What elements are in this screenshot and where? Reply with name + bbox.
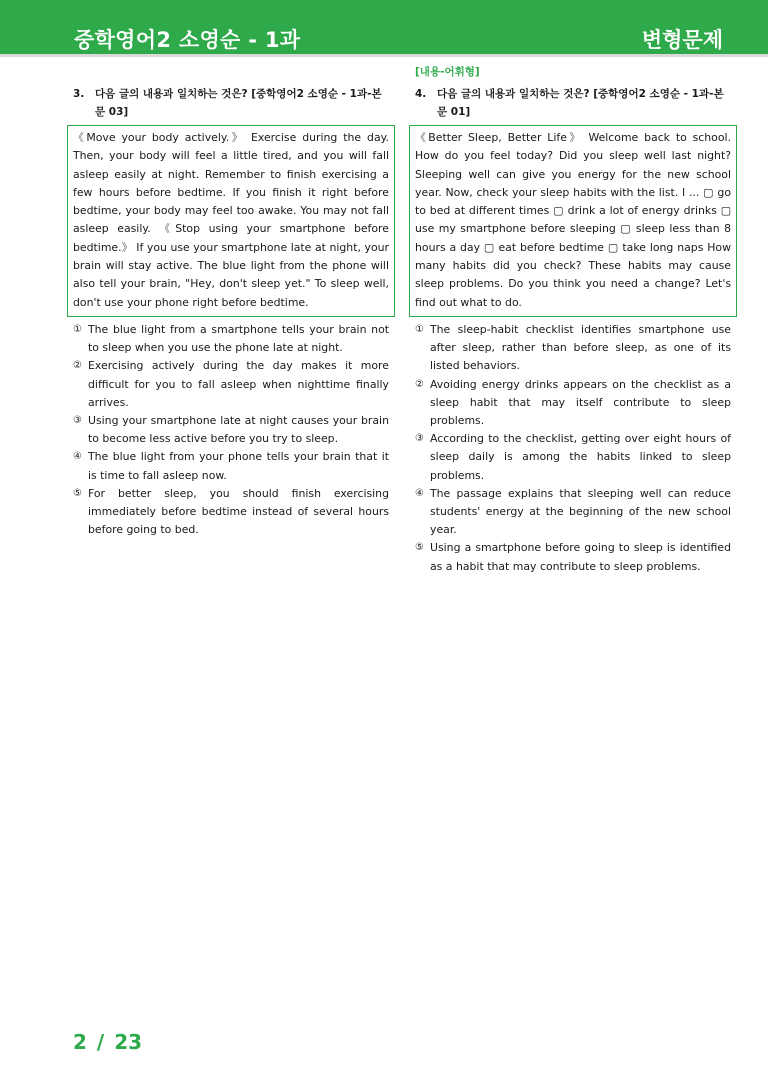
current-page: 2 — [73, 1030, 87, 1054]
option-item[interactable] — [73, 412, 389, 448]
question-header — [415, 85, 731, 121]
right-column — [415, 64, 731, 576]
passage-box: 《Better Sleep, Better Life》 Welcome back to school. How do you feel today? Did you sleep well last night? Sleeping well can give you energy for the new school year. Now, check your sleep habits with the list. I ... ▢ go to bed at different times ▢ drink a lot of energy drinks ▢ use my smartphone before sleeping ▢ sleep less than 8 hours a day ▢ eat before bedtime ▢ take long naps How many habits did you check? These habits may cause sleep problems. Do you think you need a change? Let's find out what to do. — [409, 125, 737, 317]
header-section-label: 변형문제 — [641, 28, 723, 52]
option-item[interactable] — [415, 539, 731, 575]
option-item[interactable] — [415, 485, 731, 540]
option-item[interactable] — [73, 485, 389, 540]
question-header — [73, 85, 389, 121]
page-header — [0, 0, 768, 57]
left-column — [73, 64, 389, 539]
option-text: The blue light from a smartphone tells your brain not to sleep when you use the phone late at night. — [88, 322, 389, 355]
page-separator: / — [96, 1030, 105, 1054]
total-pages: 23 — [114, 1030, 143, 1054]
option-marker: ② — [415, 378, 424, 390]
option-marker: ④ — [415, 487, 424, 499]
option-text: The passage explains that sleeping well can reduce students' energy at the beginning of the new school year. — [430, 486, 731, 537]
page-number — [73, 1030, 142, 1054]
option-marker: ① — [415, 323, 424, 335]
option-text: The sleep-habit checklist identifies smartphone use after sleep, rather than before sleep, as one of its listed behaviors. — [430, 322, 731, 373]
option-marker: ④ — [73, 451, 82, 463]
option-item[interactable] — [415, 321, 731, 376]
option-marker: ⑤ — [73, 487, 82, 499]
option-item[interactable] — [73, 448, 389, 484]
option-item[interactable] — [415, 376, 731, 431]
option-text: The blue light from your phone tells your brain that it is time to fall asleep now. — [88, 450, 389, 482]
question-number: 4. — [415, 88, 427, 100]
option-text: According to the checklist, getting over eight hours of sleep daily is among the habits linked to sleep problems. — [430, 432, 731, 482]
option-item[interactable] — [73, 357, 389, 412]
option-marker: ⑤ — [415, 542, 424, 554]
options-list — [415, 321, 731, 576]
header-title: 중학영어2 소영순 - 1과 — [74, 28, 301, 52]
option-text: Using a smartphone before going to sleep is identified as a habit that may contribute to sleep problems. — [430, 541, 731, 573]
option-marker: ② — [73, 360, 82, 372]
option-marker: ③ — [73, 414, 82, 426]
option-text: For better sleep, you should finish exercising immediately before bedtime instead of several hours before going to bed. — [88, 486, 389, 537]
option-text: Avoiding energy drinks appears on the checklist as a sleep habit that may itself contribute to sleep problems. — [430, 377, 731, 427]
option-item[interactable] — [415, 430, 731, 485]
option-marker: ③ — [415, 433, 424, 445]
question-type-tag: [내용-어휘형] — [415, 66, 480, 78]
question-text: 다음 글의 내용과 일치하는 것은? [중학영어2 소영순 - 1과-본문 03] — [95, 88, 382, 118]
passage-box: 《Move your body actively.》 Exercise during the day. Then, your body will feel a little tired, and you will fall asleep easily at night. Remember to finish exercising a few hours before bedtime. If you finish it right before bedtime, your body may feel too awake. You may not fall asleep easily. 《Stop using your smartphone before bedtime.》 If you use your smartphone late at night, your brain will stay active. The blue light from the phone will also tell your brain, "Hey, don't sleep yet." To sleep well, don't use your phone right before bedtime. — [67, 125, 395, 317]
question-text: 다음 글의 내용과 일치하는 것은? [중학영어2 소영순 - 1과-본문 01] — [437, 88, 724, 118]
option-marker: ① — [73, 323, 82, 335]
option-item[interactable] — [73, 321, 389, 357]
options-list — [73, 321, 389, 539]
option-text: Exercising actively during the day makes it more difficult for you to fall asleep when nighttime finally arrives. — [88, 359, 389, 409]
option-text: Using your smartphone late at night causes your brain to become less active before you try to sleep. — [88, 413, 389, 446]
question-tag-placeholder — [73, 64, 389, 81]
question-number: 3. — [73, 88, 85, 100]
